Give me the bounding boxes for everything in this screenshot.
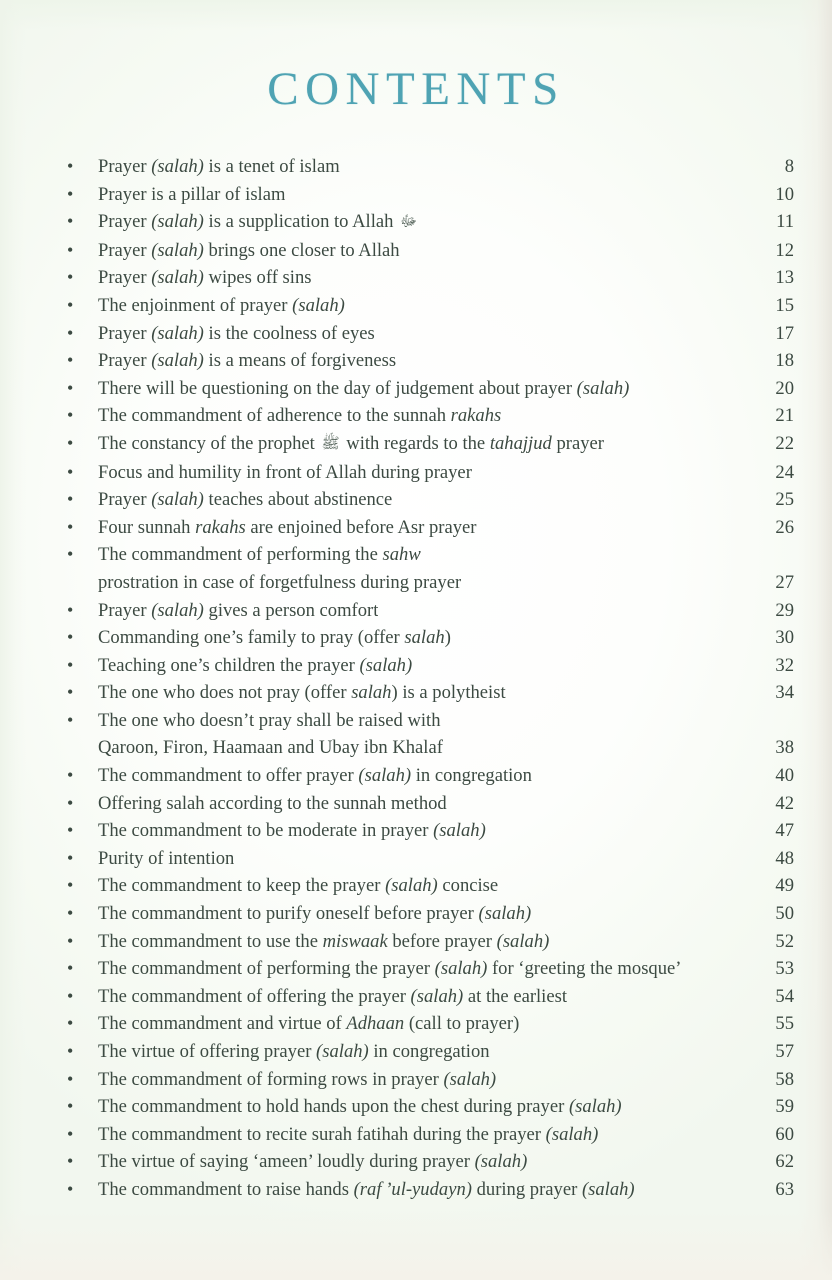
toc-entry-title: The virtue of offering prayer (salah) in congregation — [98, 1041, 490, 1062]
table-of-contents-list — [62, 153, 794, 1204]
toc-entry-title: The commandment of adherence to the sunnah rakahs — [98, 405, 502, 427]
dot-leader — [416, 667, 765, 668]
page-edge-bottom-shading — [0, 1210, 832, 1280]
toc-page-number: 55 — [775, 1013, 794, 1035]
toc-entry-title: The commandment to use the miswaak before prayer (salah) — [98, 930, 550, 952]
toc-entry-continuation-line — [98, 734, 794, 762]
toc-entry-line — [98, 375, 794, 403]
toc-page-number: 10 — [775, 183, 794, 205]
toc-page-number: 21 — [775, 405, 794, 427]
toc-entry-line — [98, 817, 794, 845]
toc-entry[interactable] — [62, 181, 794, 209]
toc-entry[interactable] — [62, 1148, 794, 1176]
toc-page-number: 34 — [775, 682, 794, 704]
dot-leader — [476, 474, 765, 475]
dot-leader — [396, 501, 765, 502]
toc-entry-line — [98, 928, 794, 956]
toc-entry[interactable] — [62, 790, 794, 818]
bullet-icon: • — [67, 322, 74, 343]
dot-leader — [349, 307, 765, 308]
toc-page-number: 63 — [775, 1178, 794, 1200]
dot-leader — [536, 777, 765, 778]
toc-entry[interactable] — [62, 845, 794, 873]
bullet-icon: • — [67, 377, 74, 398]
toc-page-number: 30 — [775, 627, 794, 649]
dot-leader — [400, 362, 765, 363]
honorific-allah-icon: ﷻ — [400, 212, 417, 231]
bullet-icon: • — [67, 903, 74, 924]
toc-entry-line — [98, 955, 794, 983]
toc-entry-title: Prayer (salah) wipes off sins — [98, 267, 312, 289]
toc-page-number: 54 — [775, 985, 794, 1007]
dot-leader — [445, 722, 765, 723]
bullet-icon: • — [67, 682, 74, 703]
toc-entry-line — [98, 320, 794, 348]
toc-entry-title: Focus and humility in front of Allah during prayer — [98, 461, 472, 483]
toc-entry-title: The commandment of offering the prayer (salah) at the earliest — [98, 985, 567, 1007]
dot-leader — [535, 915, 765, 916]
toc-entry-title: Prayer (salah) is a supplication to Allah ﷻ — [98, 211, 417, 233]
toc-page-number: 12 — [775, 239, 794, 261]
dot-leader — [481, 529, 766, 530]
toc-entry-title: The commandment of performing the sahw — [98, 544, 421, 566]
toc-entry-title: The enjoinment of prayer (salah) — [98, 294, 345, 316]
toc-entry-title: Purity of intention — [98, 847, 235, 869]
toc-entry[interactable] — [62, 486, 794, 514]
dot-leader — [289, 196, 765, 197]
toc-entry-line — [98, 790, 794, 818]
toc-entry-line — [98, 541, 794, 569]
toc-entry-line — [98, 486, 794, 514]
toc-page-number: 60 — [775, 1123, 794, 1145]
toc-entry[interactable] — [62, 264, 794, 292]
bullet-icon: • — [67, 765, 74, 786]
bullet-icon: • — [67, 792, 74, 813]
toc-page-number: 42 — [775, 792, 794, 814]
bullet-icon: • — [67, 156, 74, 176]
toc-page-number: 48 — [775, 847, 794, 869]
toc-entry[interactable] — [62, 679, 794, 707]
toc-entry-title: Prayer (salah) is a tenet of islam — [98, 156, 340, 177]
toc-entry-title: The commandment and virtue of Adhaan (call to prayer) — [98, 1013, 520, 1035]
toc-page-number: 11 — [776, 211, 794, 233]
dot-leader — [490, 832, 765, 833]
dot-leader — [553, 943, 765, 944]
dot-leader — [494, 1053, 765, 1054]
dot-leader — [633, 390, 765, 391]
toc-entry-line — [98, 347, 794, 375]
toc-entry[interactable] — [62, 817, 794, 845]
toc-entry-line — [98, 1121, 794, 1149]
bullet-icon: • — [67, 405, 74, 426]
toc-page-number: 24 — [775, 461, 794, 483]
toc-entry-line — [98, 983, 794, 1011]
dot-leader — [465, 584, 765, 585]
dot-leader — [451, 805, 765, 806]
dot-leader — [639, 1191, 765, 1192]
toc-entry[interactable] — [62, 208, 794, 237]
toc-entry[interactable] — [62, 292, 794, 320]
toc-entry-line — [98, 872, 794, 900]
toc-page-number: 22 — [775, 432, 794, 454]
dot-leader — [685, 970, 765, 971]
bullet-icon: • — [67, 627, 74, 648]
toc-entry[interactable] — [62, 955, 794, 983]
toc-entry-line — [98, 292, 794, 320]
toc-entry[interactable] — [62, 707, 794, 762]
toc-page-number: 58 — [775, 1068, 794, 1090]
toc-entry-line — [98, 264, 794, 292]
bullet-icon: • — [67, 847, 74, 868]
toc-entry-line — [98, 181, 794, 209]
dot-leader — [571, 998, 765, 999]
dot-leader — [626, 1108, 765, 1109]
toc-page-number: 32 — [775, 654, 794, 676]
toc-entry-title: prostration in case of forgetfulness during prayer — [98, 571, 462, 593]
toc-entry-line — [98, 652, 794, 680]
dot-leader — [500, 1081, 765, 1082]
dot-leader — [531, 1163, 765, 1164]
toc-page-number: 18 — [775, 350, 794, 372]
toc-page-number: 26 — [775, 516, 794, 538]
page-title: CONTENTS — [267, 63, 565, 115]
toc-page-number: 29 — [775, 599, 794, 621]
toc-entry-title: Prayer (salah) gives a person comfort — [98, 599, 379, 621]
toc-entry[interactable] — [62, 872, 794, 900]
toc-entry-line — [98, 514, 794, 542]
toc-entry-line — [98, 845, 794, 873]
toc-entry-title: The constancy of the prophet ﷺ with regards to the tahajjud prayer — [98, 432, 604, 454]
page-edge-top-shading — [0, 0, 832, 30]
bullet-icon: • — [67, 1178, 74, 1199]
toc-entry-title: Commanding one’s family to pray (offer salah) — [98, 627, 451, 649]
toc-entry[interactable] — [62, 624, 794, 652]
page-edge-left-shading — [0, 0, 26, 1280]
toc-page-number: 47 — [775, 820, 794, 842]
toc-entry[interactable] — [62, 375, 794, 403]
toc-entry-line — [98, 762, 794, 790]
toc-entry[interactable] — [62, 1066, 794, 1094]
toc-entry[interactable] — [62, 430, 794, 459]
toc-entry[interactable] — [62, 928, 794, 956]
toc-entry[interactable] — [62, 153, 794, 181]
bullet-icon: • — [67, 985, 74, 1006]
toc-entry-title: Four sunnah rakahs are enjoined before Asr prayer — [98, 516, 477, 538]
page-edge-right-shading — [798, 0, 832, 1280]
dot-leader — [423, 223, 765, 224]
bullet-icon: • — [67, 875, 74, 896]
toc-entry-line — [98, 237, 794, 265]
toc-entry-title: The commandment to be moderate in prayer (salah) — [98, 820, 486, 842]
toc-page-number: 53 — [775, 958, 794, 980]
toc-entry-line — [98, 1010, 794, 1038]
toc-entry[interactable] — [62, 320, 794, 348]
toc-page-number: 49 — [775, 875, 794, 897]
bullet-icon: • — [67, 1041, 74, 1061]
bullet-icon: • — [67, 1123, 74, 1144]
toc-entry-line — [98, 1038, 794, 1066]
toc-entry-title: Qaroon, Firon, Haamaan and Ubay ibn Khalaf — [98, 737, 443, 759]
bullet-icon: • — [67, 516, 74, 537]
toc-entry-title: Prayer (salah) teaches about abstinence — [98, 489, 393, 511]
dot-leader — [602, 1136, 765, 1137]
toc-entry-title: The commandment of performing the prayer (salah) for ‘greeting the mosque’ — [98, 958, 682, 980]
toc-entry-title: The commandment to raise hands (raf ’ul-yudayn) during prayer (salah) — [98, 1178, 635, 1200]
bullet-icon: • — [67, 709, 74, 730]
bullet-icon: • — [67, 489, 74, 510]
bullet-icon: • — [67, 599, 74, 620]
bullet-icon: • — [67, 930, 74, 951]
toc-entry-title: The virtue of saying ‘ameen’ loudly during prayer (salah) — [98, 1151, 528, 1173]
bullet-icon: • — [67, 432, 74, 453]
toc-page-number: 27 — [775, 571, 794, 593]
toc-entry-title: The commandment to offer prayer (salah) in congregation — [98, 765, 532, 787]
toc-entry-title: Prayer (salah) is a means of forgiveness — [98, 350, 397, 372]
toc-entry[interactable] — [62, 237, 794, 265]
dot-leader — [425, 556, 765, 557]
toc-entry[interactable] — [62, 900, 794, 928]
toc-entry-title: Teaching one’s children the prayer (salah) — [98, 654, 413, 676]
dot-leader — [344, 168, 765, 169]
toc-entry[interactable] — [62, 597, 794, 625]
dot-leader — [455, 639, 765, 640]
bullet-icon: • — [67, 654, 74, 675]
toc-page-number: 38 — [775, 737, 794, 759]
toc-entry-title: Offering salah according to the sunnah method — [98, 792, 447, 814]
toc-page-number: 59 — [775, 1096, 794, 1118]
toc-entry-line — [98, 1066, 794, 1094]
toc-entry-line — [98, 208, 794, 237]
toc-page-number: 25 — [775, 489, 794, 511]
toc-page-number: 13 — [775, 267, 794, 289]
bullet-icon: • — [67, 183, 74, 204]
toc-entry-line — [98, 459, 794, 487]
toc-entry[interactable] — [62, 1038, 794, 1066]
bullet-icon: • — [67, 820, 74, 841]
dot-leader — [447, 749, 765, 750]
toc-entry-title: Prayer is a pillar of islam — [98, 183, 286, 205]
toc-entry-line — [98, 430, 794, 459]
dot-leader — [238, 860, 765, 861]
bullet-icon: • — [67, 1013, 74, 1034]
toc-entry-title: The commandment to purify oneself before prayer (salah) — [98, 903, 532, 925]
bullet-icon: • — [67, 1151, 74, 1172]
toc-entry[interactable] — [62, 983, 794, 1011]
bullet-icon: • — [67, 461, 74, 482]
toc-entry-title: The commandment to hold hands upon the chest during prayer (salah) — [98, 1096, 622, 1118]
toc-page-number: 62 — [775, 1151, 794, 1173]
dot-leader — [505, 417, 765, 418]
toc-entry-title: The one who does not pray (offer salah) is a polytheist — [98, 682, 506, 704]
bullet-icon: • — [67, 1068, 74, 1089]
toc-entry-line — [98, 1148, 794, 1176]
toc-entry[interactable] — [62, 1176, 794, 1204]
toc-page-number: 17 — [775, 322, 794, 344]
bullet-icon: • — [67, 350, 74, 371]
bullet-icon: • — [67, 544, 74, 565]
bullet-icon: • — [67, 294, 74, 315]
dot-leader — [315, 279, 765, 280]
toc-entry-title: The commandment of forming rows in prayer (salah) — [98, 1068, 497, 1090]
bullet-icon: • — [67, 267, 74, 288]
toc-entry-line — [98, 153, 794, 181]
toc-entry-title: The one who doesn’t pray shall be raised with — [98, 709, 441, 731]
toc-entry[interactable] — [62, 1093, 794, 1121]
toc-entry-title: Prayer (salah) brings one closer to Allah — [98, 239, 400, 261]
toc-entry-line — [98, 402, 794, 430]
toc-entry[interactable] — [62, 652, 794, 680]
dot-leader — [382, 612, 765, 613]
honorific-prophet-icon: ﷺ — [321, 433, 340, 452]
toc-page-number: 8 — [784, 156, 794, 177]
dot-leader — [502, 887, 765, 888]
bullet-icon: • — [67, 958, 74, 979]
bullet-icon: • — [67, 239, 74, 260]
toc-page-number: 40 — [775, 765, 794, 787]
toc-entry-line — [98, 900, 794, 928]
toc-entry[interactable] — [62, 402, 794, 430]
toc-entry-title: The commandment to keep the prayer (salah) concise — [98, 875, 499, 897]
toc-entry-line — [98, 1093, 794, 1121]
toc-entry-line — [98, 597, 794, 625]
toc-page-number: 15 — [775, 294, 794, 316]
toc-page-number: 57 — [775, 1041, 794, 1062]
dot-leader — [379, 335, 765, 336]
toc-entry[interactable] — [62, 1010, 794, 1038]
toc-page-number: 52 — [775, 930, 794, 952]
dot-leader — [510, 694, 765, 695]
toc-entry[interactable] — [62, 762, 794, 790]
toc-entry-line — [98, 679, 794, 707]
toc-entry[interactable] — [62, 514, 794, 542]
toc-entry[interactable] — [62, 459, 794, 487]
bullet-icon: • — [67, 211, 74, 232]
dot-leader — [404, 252, 765, 253]
toc-entry-title: The commandment to recite surah fatihah during the prayer (salah) — [98, 1123, 599, 1145]
toc-entry-continuation-line — [98, 569, 794, 597]
toc-entry-line — [98, 1176, 794, 1204]
toc-entry-title: There will be questioning on the day of judgement about prayer (salah) — [98, 377, 630, 399]
toc-page-number: 50 — [775, 903, 794, 925]
toc-page-number: 20 — [775, 377, 794, 399]
toc-entry[interactable] — [62, 1121, 794, 1149]
bullet-icon: • — [67, 1096, 74, 1117]
toc-entry-title: Prayer (salah) is the coolness of eyes — [98, 322, 375, 344]
toc-entry[interactable] — [62, 541, 794, 596]
toc-entry-line — [98, 624, 794, 652]
dot-leader — [523, 1025, 765, 1026]
toc-entry-line — [98, 707, 794, 735]
dot-leader — [608, 445, 765, 446]
toc-entry[interactable] — [62, 347, 794, 375]
